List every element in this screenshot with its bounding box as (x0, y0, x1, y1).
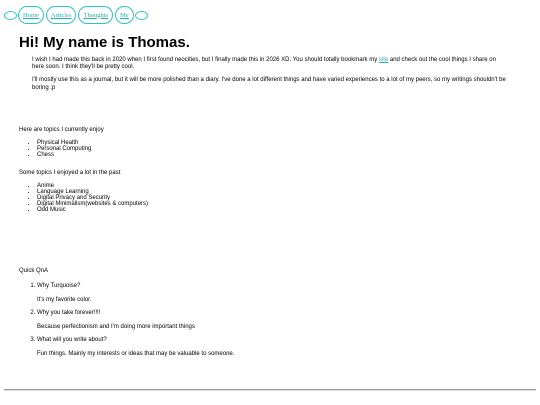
qna-question: 2. Why you take forever!!!! (37, 310, 101, 316)
qna-question: 3. What will you write about? (37, 337, 107, 343)
list-item: • Chess (37, 152, 91, 158)
nav-left-cap (4, 11, 17, 20)
list-item: • Digital Minimalism(websites & computers) (37, 201, 148, 207)
nav-articles-button[interactable]: Articles (46, 6, 77, 24)
qna-heading: Quick QnA (19, 268, 49, 274)
qna-answer: It's my favorite color. (37, 297, 92, 303)
qna-item (37, 283, 234, 304)
intro-text-1a: I wish I had made this back in 2020 when I first found neocities, but I finally made this in 2026 XD. You should totally bookmark my (32, 57, 379, 63)
qna-item (37, 337, 234, 358)
current-topics-list (28, 140, 91, 158)
list-item: • Anime (37, 183, 148, 189)
intro-section (32, 57, 508, 98)
top-nav (4, 6, 148, 24)
past-topics-list (28, 183, 148, 213)
nav-me-button[interactable]: Me (115, 6, 134, 24)
nav-thoughts-button[interactable]: Thoughts (78, 6, 113, 24)
list-item: • Odd Music (37, 207, 148, 213)
qna-answer: Because perfectionism and I'm doing more important things (37, 324, 195, 330)
list-item: • Physical Health (37, 140, 91, 146)
nav-home-button[interactable]: Home (18, 6, 44, 24)
list-item: • Language Learning (37, 189, 148, 195)
qna-list (28, 283, 234, 364)
intro-paragraph-1 (32, 57, 508, 71)
past-topics-heading: Some topics I enjoyed a lot in the past (19, 170, 121, 176)
site-link[interactable]: site (378, 57, 389, 63)
list-item: • Personal Computing (37, 146, 91, 152)
intro-paragraph-2: I'll mostly use this as a journal, but it will be more polished than a diary. I've done a lot different things and have varied experiences to a lot of my peers, so my writings shouldn't be boring ;p (32, 77, 506, 91)
nav-right-cap (135, 11, 148, 20)
footer-divider (4, 389, 536, 391)
qna-answer: Fun things. Mainly my interests or ideas that may be valuable to someone. (37, 351, 235, 357)
list-item: • Digital Privacy and Security (37, 195, 148, 201)
current-topics-heading: Here are topics I currently enjoy (19, 127, 104, 133)
qna-item (37, 310, 234, 331)
qna-question: 1. Why Turquoise? (37, 283, 81, 289)
intro-text-1b: and check out the cool things I share on here soon. I think they'll be pretty cool. (32, 57, 496, 71)
page-title: Hi! My name is Thomas. (19, 34, 190, 51)
